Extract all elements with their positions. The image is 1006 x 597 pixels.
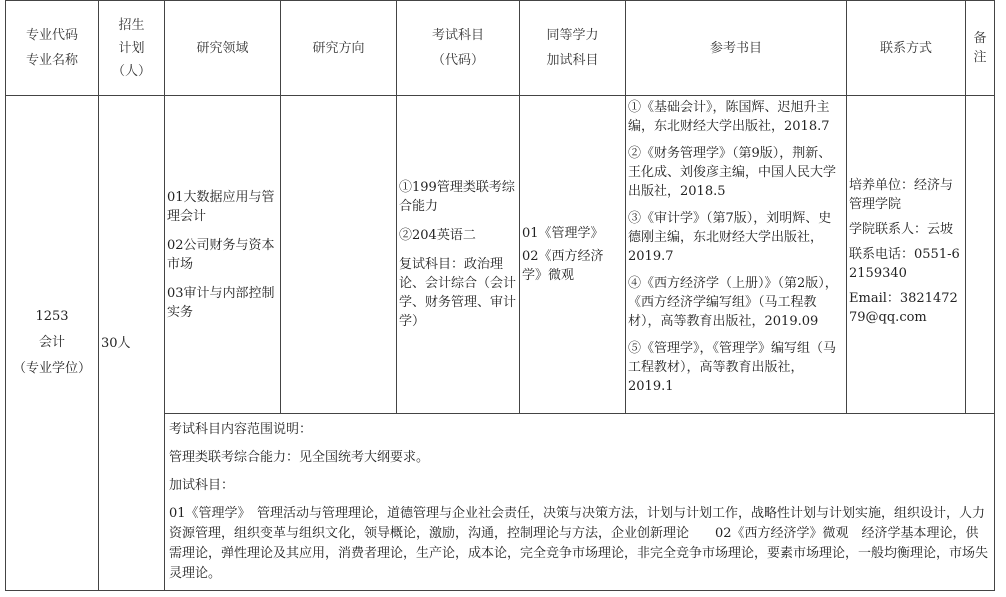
- refs-cell: [626, 96, 847, 414]
- exam-item: 复试科目：政治理论、会计综合（会计学、财务管理、审计学）: [399, 257, 517, 329]
- header-extra: 同等学力 加试科目: [520, 1, 626, 96]
- fields-cell: [165, 96, 281, 414]
- plan-cell: 30人: [99, 96, 165, 591]
- header-field: 研究领域: [165, 1, 281, 96]
- field-item: 01大数据应用与管理会计: [167, 189, 275, 224]
- header-code-name: 专业代码 专业名称: [6, 1, 99, 96]
- direction-cell: [281, 96, 397, 414]
- header-exam: 考试科目 （代码）: [397, 1, 520, 96]
- extra-item: 02《西方经济学》微观: [522, 249, 604, 283]
- notes-title: 考试科目内容范围说明：: [169, 422, 313, 437]
- notes-cell: [165, 414, 995, 591]
- contact-person: 学院联系人：云坡: [849, 222, 954, 237]
- ref-item: ②《财务管理学》（第9版），荆新、王化成、刘俊彦主编，中国人民大学出版社，2018.5: [628, 146, 837, 199]
- major-cell: 1253 会计 （专业学位）: [6, 96, 99, 591]
- extra-cell: [520, 96, 626, 414]
- exam-item: ①199管理类联考综合能力: [399, 180, 515, 214]
- exam-cell: [397, 96, 520, 414]
- ref-item: ⑤《管理学》，《管理学》编写组（马工程教材），高等教育出版社，2019.1: [628, 341, 837, 394]
- field-item: 03审计与内部控制实务: [167, 285, 275, 320]
- header-row: [6, 1, 995, 96]
- notes-line: 加试科目：: [169, 478, 235, 493]
- header-direction: 研究方向: [281, 1, 397, 96]
- header-refs: 参考书目: [626, 1, 847, 96]
- contact-email: Email：382147279@qq.com: [849, 291, 958, 325]
- header-plan: 招生 计划 （人）: [99, 1, 165, 96]
- notes-paragraph: 01《管理学》 管理活动与管理理论，道德管理与企业社会责任，决策与决策方法，计划与计划工作，战略性计划与计划实施，组织设计，人力资源管理，组织变革与组织文化，领导概论，激励，沟通，控制理论与方法，企业创新理论 02《西方经济学》微观 经济学基本理论，供需理论，弹性理论及其应用，消费者理论，生产论，成本论，完全竞争市场理论，非完全竞争市场理论，要素市场理论，一般均衡理论，市场失灵理论。: [169, 506, 989, 581]
- ref-item: ①《基础会计》，陈国辉、迟旭升主编，东北财经大学出版社，2018.7: [628, 100, 830, 134]
- ref-item: ③《审计学》（第7版），刘明辉、史德刚主编，东北财经大学出版社，2019.7: [628, 211, 832, 264]
- contact-cell: [847, 96, 966, 414]
- remark-cell: [966, 96, 995, 414]
- extra-item: 01《管理学》: [522, 226, 604, 241]
- header-remark: 备 注: [966, 1, 995, 96]
- notes-line: 管理类联考综合能力：见全国统考大纲要求。: [169, 450, 430, 465]
- exam-item: ②204英语二: [399, 228, 476, 243]
- ref-item: ④《西方经济学（上册）》（第2版），《西方经济学编写组》（马工程教材），高等教育出版社，2019.09: [628, 276, 838, 329]
- contact-unit: 培养单位：经济与管理学院: [849, 178, 954, 212]
- header-contact: 联系方式: [847, 1, 966, 96]
- contact-phone: 联系电话：0551-62159340: [849, 247, 960, 281]
- field-item: 02公司财务与资本市场: [167, 237, 275, 272]
- major-row: [6, 96, 995, 414]
- admissions-table: [5, 0, 995, 591]
